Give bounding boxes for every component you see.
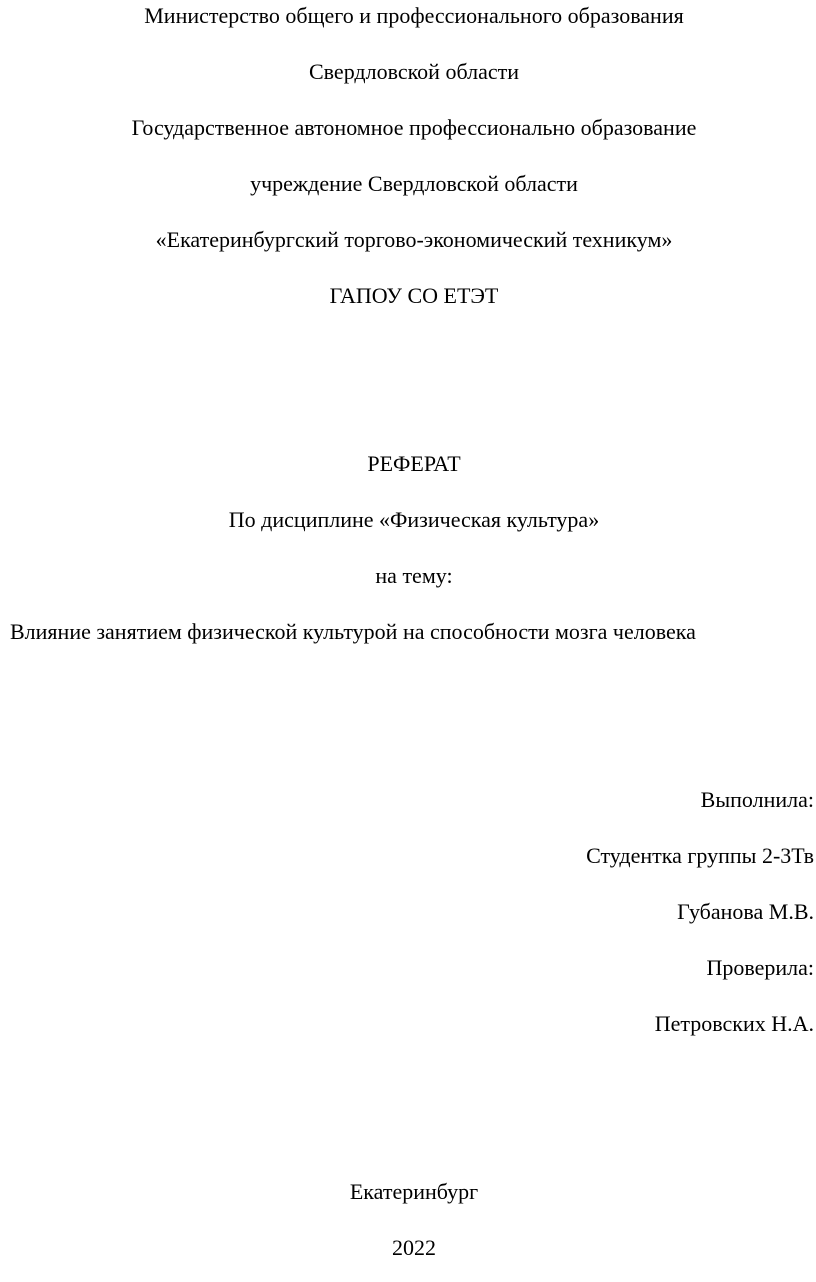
ministry-line-2: Свердловской области bbox=[309, 59, 519, 84]
student-name: Губанова М.В. bbox=[677, 899, 814, 924]
institution-line-2: учреждение Свердловской области bbox=[250, 171, 578, 196]
institution-line-1: Государственное автономное профессионально образование bbox=[131, 115, 697, 140]
student-group: Студентка группы 2-3Тв bbox=[586, 843, 814, 868]
topic-label: на тему: bbox=[375, 563, 453, 588]
year: 2022 bbox=[392, 1235, 436, 1260]
topic-text: Влияние занятием физической культурой на способности мозга человека bbox=[10, 619, 696, 644]
institution-name: «Екатеринбургский торгово-экономический техникум» bbox=[155, 227, 673, 252]
checked-label: Проверила: bbox=[706, 955, 814, 980]
ministry-line-1: Министерство общего и профессионального образования bbox=[144, 3, 684, 28]
performed-label: Выполнила: bbox=[700, 787, 814, 812]
document-type-title: РЕФЕРАТ bbox=[367, 451, 461, 476]
city: Екатеринбург bbox=[349, 1179, 479, 1204]
institution-abbreviation: ГАПОУ СО ЕТЭТ bbox=[329, 283, 499, 308]
discipline-line: По дисциплине «Физическая культура» bbox=[228, 507, 600, 532]
teacher-name: Петровских Н.А. bbox=[654, 1011, 814, 1036]
